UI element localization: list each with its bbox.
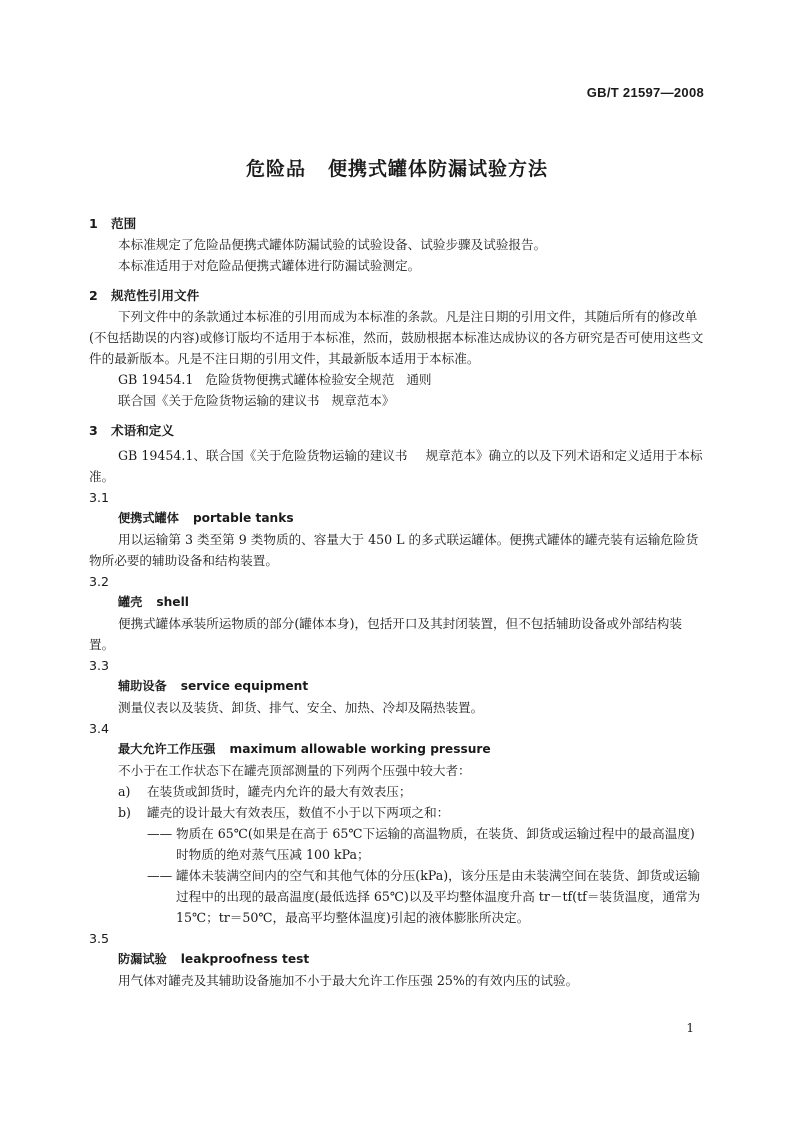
standard-code: GB/T 21597—2008 bbox=[586, 85, 704, 100]
reference-item bbox=[89, 390, 706, 411]
dash-marker: —— bbox=[147, 826, 173, 841]
section-title: 范围 bbox=[111, 216, 137, 231]
dash-item bbox=[89, 865, 706, 928]
dash-marker: —— bbox=[147, 868, 173, 883]
document-body bbox=[89, 213, 706, 991]
section-number: 3 bbox=[89, 423, 98, 438]
title-part-1: 危险品 bbox=[245, 158, 306, 180]
term-zh: 最大允许工作压强 bbox=[118, 742, 216, 756]
paragraph bbox=[89, 445, 706, 487]
list-item bbox=[89, 802, 706, 823]
reference-title: 危险货物便携式罐体检验安全规范 bbox=[205, 372, 395, 387]
dash-text: 物质在 65℃(如果是在高于 65℃下运输的高温物质，在装货、卸货或运输过程中的最高温度)时物质的绝对蒸气压减 100 kPa； bbox=[176, 826, 695, 862]
section-number: 2 bbox=[89, 288, 98, 303]
term-zh: 辅助设备 bbox=[118, 679, 167, 693]
section-heading-normative-references bbox=[89, 285, 706, 306]
title-part-2: 便携式罐体防漏试验方法 bbox=[328, 158, 549, 180]
term-definition: 测量仪表以及装货、卸货、排气、安全、加热、冷却及隔热装置。 bbox=[118, 700, 484, 715]
term-zh: 防漏试验 bbox=[118, 952, 167, 966]
term-number: 3.1 bbox=[89, 490, 110, 505]
term-heading bbox=[89, 676, 706, 697]
term-en: portable tanks bbox=[192, 511, 294, 525]
term-heading bbox=[89, 739, 706, 760]
term-number: 3.2 bbox=[89, 574, 110, 589]
paragraph: 本标准适用于对危险品便携式罐体进行防漏试验测定。 bbox=[118, 258, 421, 273]
term-en: service equipment bbox=[180, 679, 309, 693]
term-heading bbox=[89, 949, 706, 970]
section-title: 规范性引用文件 bbox=[111, 288, 200, 303]
reference-subtitle: 规章范本》 bbox=[331, 393, 395, 408]
reference-title: 联合国《关于危险货物运输的建议书 bbox=[118, 393, 320, 408]
term-definition: 便携式罐体承装所运物质的部分(罐体本身)，包括开口及其封闭装置，但不包括辅助设备或外部结构装置。 bbox=[89, 616, 682, 652]
reference-subtitle: 通则 bbox=[406, 372, 432, 387]
reference-code: GB 19454.1 bbox=[118, 372, 194, 387]
list-text: 罐壳的设计最大有效表压，数值不小于以下两项之和： bbox=[147, 805, 450, 820]
dash-item bbox=[89, 823, 706, 865]
paragraph: 本标准规定了危险品便携式罐体防漏试验的试验设备、试验步骤及试验报告。 bbox=[118, 237, 547, 252]
page-number: 1 bbox=[686, 1021, 694, 1035]
term-en: shell bbox=[156, 595, 189, 609]
intro-part-b: 规章范本》确立的以及下列术语和定义适用于本标准。 bbox=[89, 448, 703, 484]
list-item bbox=[89, 781, 706, 802]
term-definition: 不小于在工作状态下在罐壳顶部测量的下列两个压强中较大者： bbox=[118, 763, 471, 778]
term-en: leakproofness test bbox=[180, 952, 310, 966]
list-text: 在装货或卸货时，罐壳内允许的最大有效表压； bbox=[147, 784, 412, 799]
term-heading bbox=[89, 508, 706, 529]
term-definition: 用以运输第 3 类至第 9 类物质的、容量大于 450 L 的多式联运罐体。便携式罐体的罐壳装有运输危险货物所必要的辅助设备和结构装置。 bbox=[89, 532, 699, 568]
section-number: 1 bbox=[89, 216, 98, 231]
term-zh: 罐壳 bbox=[118, 595, 143, 609]
term-en: maximum allowable working pressure bbox=[229, 742, 491, 756]
dash-text: 罐体未装满空间内的空气和其他气体的分压(kPa)，该分压是由未装满空间在装货、卸货或运输过程中的出现的最高温度(最低选择 65℃)以及平均整体温度升高 tr－tf(tf＝装货温度，通常为 15℃；tr＝50℃，最高平均整体温度)引起的液体膨胀所决定。 bbox=[176, 868, 701, 925]
term-number: 3.5 bbox=[89, 931, 110, 946]
list-label: b) bbox=[118, 805, 131, 820]
section-heading-terms bbox=[89, 420, 706, 441]
paragraph: 下列文件中的条款通过本标准的引用而成为本标准的条款。凡是注日期的引用文件，其随后所有的修改单(不包括勘误的内容)或修订版均不适用于本标准，然而，鼓励根据本标准达成协议的各方研究是否可使用这些文件的最新版本。凡是不注日期的引用文件，其最新版本适用于本标准。 bbox=[89, 309, 704, 366]
term-number: 3.3 bbox=[89, 658, 110, 673]
term-heading bbox=[89, 592, 706, 613]
list-label: a) bbox=[118, 784, 131, 799]
section-heading-scope bbox=[89, 213, 706, 234]
section-title: 术语和定义 bbox=[111, 423, 174, 438]
intro-part-a: GB 19454.1、联合国《关于危险货物运输的建议书 bbox=[118, 448, 408, 463]
reference-item bbox=[89, 369, 706, 390]
term-number: 3.4 bbox=[89, 721, 110, 736]
term-definition: 用气体对罐壳及其辅助设备施加不小于最大允许工作压强 25%的有效内压的试验。 bbox=[118, 973, 579, 988]
term-zh: 便携式罐体 bbox=[118, 511, 179, 525]
document-title bbox=[0, 154, 794, 181]
